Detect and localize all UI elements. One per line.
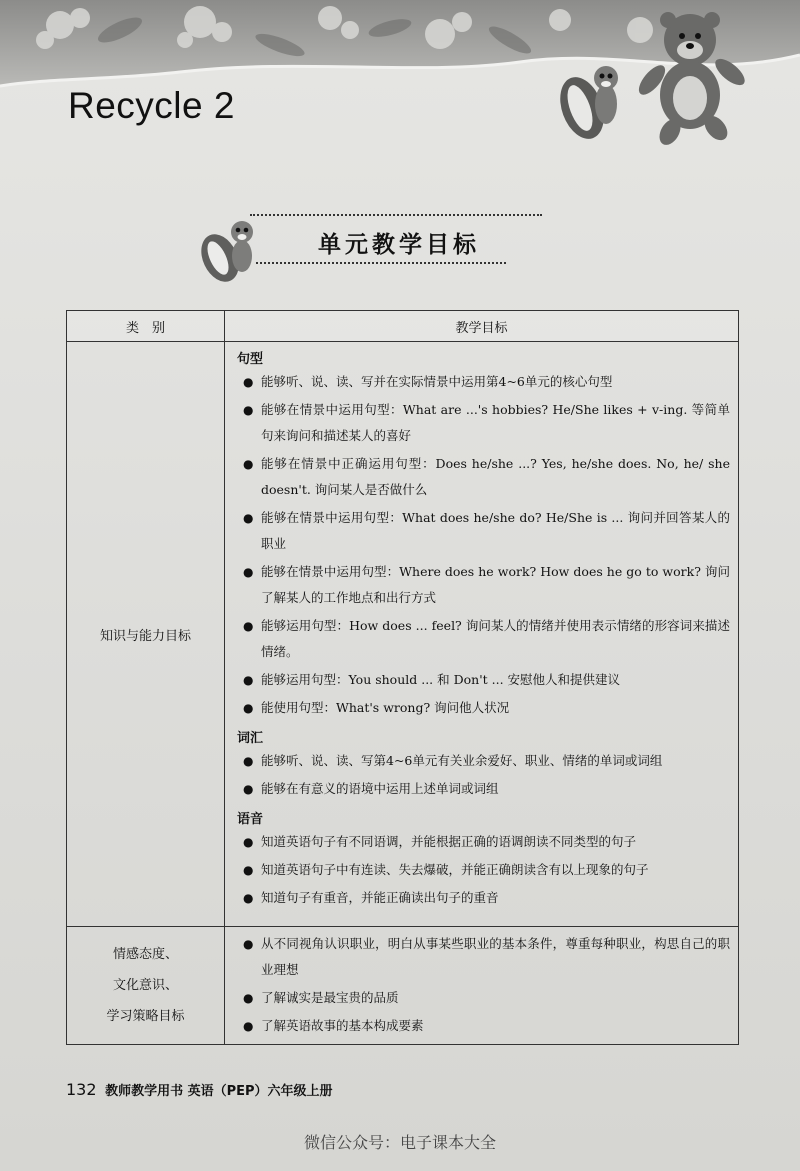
table-row bbox=[67, 927, 739, 1045]
wechat-watermark: 微信公众号：电子课本大全 bbox=[303, 1133, 496, 1152]
dotted-rule-bottom bbox=[256, 262, 506, 264]
page-number: 132 bbox=[66, 1080, 97, 1099]
header-category: 类 别 bbox=[67, 311, 225, 342]
list-item: ● 了解英语故事的基本构成要素 bbox=[237, 1013, 730, 1039]
subheading-phonetics: 语音 bbox=[237, 812, 264, 827]
list-item: ● 知道英语句子中有连读、失去爆破，并能正确朗读含有以上现象的句子 bbox=[237, 857, 730, 883]
list-item: ● 能够听、说、读、写第4~6单元有关业余爱好、职业、情绪的单词或词组 bbox=[237, 748, 730, 774]
squirrel-icon bbox=[196, 208, 266, 288]
list-item: ● 知道句子有重音，并能正确读出句子的重音 bbox=[237, 885, 730, 911]
table-header-row bbox=[67, 311, 739, 342]
squirrel-and-bear-illustration bbox=[540, 0, 800, 150]
list-item: ● 能够在情景中正确运用句型：Does he/she ...? Yes, he/she does. No, he/ she doesn't. 询问某人是否做什么 bbox=[237, 451, 730, 503]
goals-knowledge-ability bbox=[225, 342, 739, 927]
teaching-goals-table bbox=[66, 310, 739, 1045]
phonetics-list bbox=[237, 829, 730, 911]
page-footer bbox=[66, 1080, 333, 1099]
category-knowledge-ability: 知识与能力目标 bbox=[67, 342, 225, 927]
list-item: ● 能够运用句型：You should ... 和 Don't ... 安慰他人和提供建议 bbox=[237, 667, 730, 693]
category-affect-culture-strategy bbox=[67, 927, 225, 1045]
list-item: ● 能使用句型：What's wrong? 询问他人状况 bbox=[237, 695, 730, 721]
subheading-vocabulary: 词汇 bbox=[237, 731, 264, 746]
category-line: 情感态度、 bbox=[112, 947, 178, 963]
list-item: ● 能够在情景中运用句型：What does he/she do? He/She is ... 询问并回答某人的职业 bbox=[237, 505, 730, 557]
list-item: ● 能够在情景中运用句型：What are ...'s hobbies? He/She likes + v-ing. 等简单句来询问和描述某人的喜好 bbox=[237, 397, 730, 449]
list-item: ● 能够在有意义的语境中运用上述单词或词组 bbox=[237, 776, 730, 802]
sentence-pattern-list bbox=[237, 369, 730, 721]
table-row bbox=[67, 342, 739, 927]
section-title: 单元教学目标 bbox=[318, 231, 480, 258]
vocabulary-list bbox=[237, 748, 730, 802]
goals-affect-culture-strategy bbox=[225, 927, 739, 1045]
page-title: Recycle 2 bbox=[68, 85, 235, 126]
list-item: ● 了解诚实是最宝贵的品质 bbox=[237, 985, 730, 1011]
list-item: ● 从不同视角认识职业，明白从事某些职业的基本条件，尊重每种职业，构思自己的职业理想 bbox=[237, 931, 730, 983]
list-item: ● 知道英语句子有不同语调，并能根据正确的语调朗读不同类型的句子 bbox=[237, 829, 730, 855]
header-goals: 教学目标 bbox=[225, 311, 739, 342]
book-title: 教师教学用书 英语（PEP）六年级上册 bbox=[105, 1084, 333, 1099]
dotted-rule-top bbox=[250, 214, 542, 216]
affect-goal-list bbox=[237, 931, 730, 1039]
category-line: 学习策略目标 bbox=[106, 1009, 185, 1025]
list-item: ● 能够运用句型：How does ... feel? 询问某人的情绪并使用表示情绪的形容词来描述情绪。 bbox=[237, 613, 730, 665]
subheading-sentence-patterns: 句型 bbox=[237, 352, 264, 367]
category-line: 文化意识、 bbox=[112, 978, 178, 994]
list-item: ● 能够在情景中运用句型：Where does he work? How does he go to work? 询问了解某人的工作地点和出行方式 bbox=[237, 559, 730, 611]
list-item: ● 能够听、说、读、写并在实际情景中运用第4~6单元的核心句型 bbox=[237, 369, 730, 395]
